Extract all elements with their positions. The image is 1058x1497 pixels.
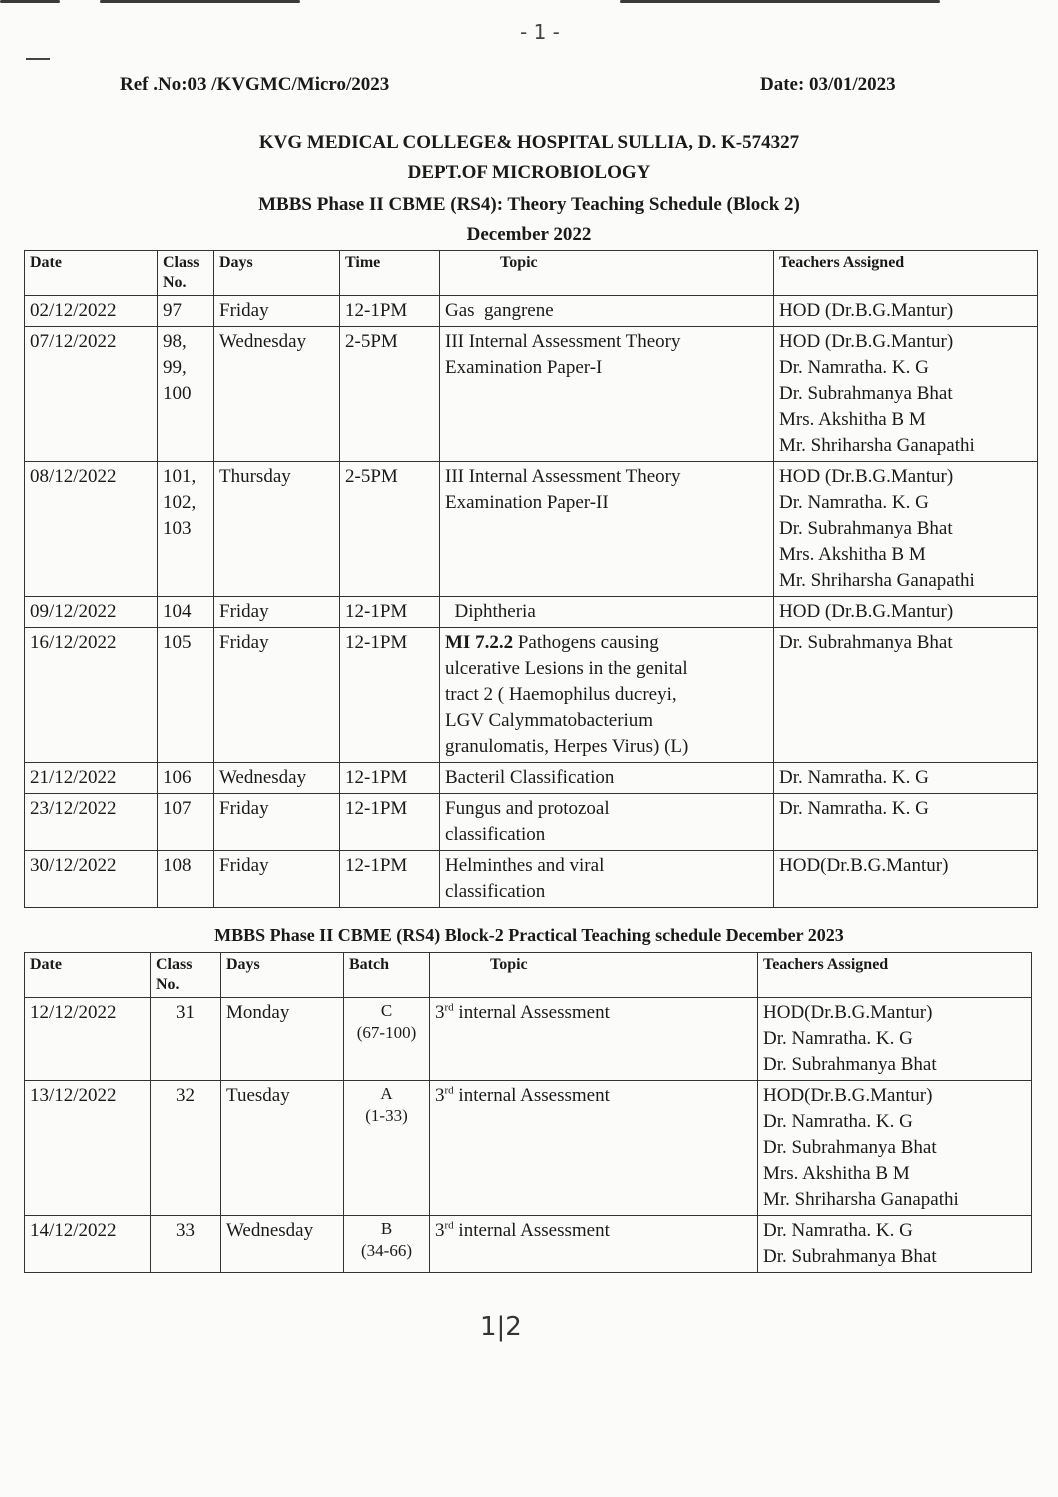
class-cell-line: 108	[163, 855, 192, 876]
date-cell: 13/12/2022	[25, 1081, 151, 1216]
class-cell	[158, 597, 214, 628]
teachers-cell-line: Mr. Shriharsha Ganapathi	[779, 570, 975, 591]
teachers-cell-line: HOD (Dr.B.G.Mantur)	[779, 300, 954, 321]
class-cell: 32	[151, 1081, 221, 1216]
topic-code: MI 7.2.2	[445, 632, 514, 653]
topic-line: Fungus and protozoal	[445, 798, 610, 819]
theory-schedule-table	[24, 250, 1038, 908]
teachers-cell-line: HOD (Dr.B.G.Mantur)	[779, 466, 954, 487]
topic-cell: 3rd internal Assessment	[430, 1081, 758, 1216]
class-cell-line: 102,	[163, 492, 197, 513]
day-cell: Wednesday	[221, 1216, 344, 1273]
date-cell: 09/12/2022	[25, 597, 158, 628]
topic-line: LGV Calymmatobacterium	[445, 710, 654, 731]
class-cell	[158, 851, 214, 908]
column-header: Teachers Assigned	[758, 953, 1032, 998]
college-name: KVG MEDICAL COLLEGE& HOSPITAL SULLIA, D. K-574327	[258, 132, 800, 153]
column-header-line: Class	[163, 254, 200, 271]
practical-schedule-table	[24, 952, 1032, 1273]
column-header: Date	[25, 953, 151, 998]
time-cell: 2-5PM	[340, 462, 440, 597]
batch-cell-line: B	[380, 1219, 393, 1238]
teachers-cell-line: Dr. Subrahmanya Bhat	[779, 518, 953, 539]
batch-cell-line: C	[380, 1001, 393, 1020]
topic-superscript: rd	[444, 1001, 454, 1014]
class-cell-line: 105	[163, 632, 192, 653]
class-cell	[158, 794, 214, 851]
document-date: Date: 03/01/2023	[760, 74, 896, 95]
teachers-cell-line: HOD (Dr.B.G.Mantur)	[779, 601, 954, 622]
date-cell: 21/12/2022	[25, 763, 158, 794]
table-row	[25, 794, 1038, 851]
date-cell: 07/12/2022	[25, 327, 158, 462]
topic-cell	[440, 597, 774, 628]
theory-title: MBBS Phase II CBME (RS4): Theory Teaching Schedule (Block 2)	[258, 194, 800, 215]
column-header-line: Class	[156, 956, 193, 973]
table-header-row	[25, 251, 1038, 296]
class-cell-line: 104	[163, 601, 192, 622]
topic-cell: 3rd internal Assessment	[430, 998, 758, 1081]
topic-line: Diphtheria	[445, 601, 536, 622]
table-row	[25, 462, 1038, 597]
time-cell: 12-1PM	[340, 794, 440, 851]
class-cell	[158, 327, 214, 462]
day-cell: Friday	[214, 851, 340, 908]
column-header: Topic	[440, 251, 774, 296]
date-cell: 02/12/2022	[25, 296, 158, 327]
table-row	[25, 327, 1038, 462]
column-header: Date	[25, 251, 158, 296]
table-row	[25, 851, 1038, 908]
topic-line: ulcerative Lesions in the genital	[445, 658, 688, 679]
teachers-cell-line: Mrs. Akshitha B M	[779, 544, 926, 565]
teachers-cell	[774, 851, 1038, 908]
day-cell: Monday	[221, 998, 344, 1081]
date-cell: 08/12/2022	[25, 462, 158, 597]
day-cell: Wednesday	[214, 327, 340, 462]
column-header: Topic	[430, 953, 758, 998]
teachers-cell-line: Dr. Namratha. K. G	[779, 357, 929, 378]
page-count-mark: 1|2	[480, 1312, 522, 1342]
teachers-cell-line: Mrs. Akshitha B M	[763, 1163, 910, 1184]
column-header	[151, 953, 221, 998]
batch-cell-line: (67-100)	[356, 1023, 417, 1042]
topic-cell	[440, 628, 774, 763]
batch-cell-line: (1-33)	[365, 1106, 408, 1125]
table-row	[25, 1081, 1032, 1216]
topic-cell	[440, 296, 774, 327]
teachers-cell-line: Dr. Namratha. K. G	[763, 1111, 913, 1132]
topic-line: Examination Paper-II	[445, 492, 609, 513]
time-cell: 12-1PM	[340, 628, 440, 763]
batch-cell	[344, 998, 430, 1081]
date-cell: 30/12/2022	[25, 851, 158, 908]
column-header-line: No.	[156, 976, 180, 993]
topic-line: tract 2 ( Haemophilus ducreyi,	[445, 684, 677, 705]
page-marker: - 1 -	[520, 20, 560, 44]
day-cell: Tuesday	[221, 1081, 344, 1216]
topic-line: Examination Paper-I	[445, 357, 603, 378]
teachers-cell	[758, 1216, 1032, 1273]
batch-cell	[344, 1081, 430, 1216]
topic-line: III Internal Assessment Theory	[445, 331, 681, 352]
scan-edge	[0, 0, 1058, 4]
department-name: DEPT.OF MICROBIOLOGY	[407, 162, 651, 183]
teachers-cell	[774, 327, 1038, 462]
teachers-cell	[774, 763, 1038, 794]
topic-cell: 3rd internal Assessment	[430, 1216, 758, 1273]
teachers-cell	[774, 462, 1038, 597]
date-cell: 12/12/2022	[25, 998, 151, 1081]
day-cell: Wednesday	[214, 763, 340, 794]
class-cell-line: 107	[163, 798, 192, 819]
topic-line: Bacteril Classification	[445, 767, 615, 788]
topic-cell	[440, 794, 774, 851]
teachers-cell	[774, 628, 1038, 763]
topic-superscript: rd	[444, 1084, 454, 1097]
theory-month: December 2022	[466, 224, 592, 245]
teachers-cell-line: Dr. Subrahmanya Bhat	[763, 1054, 937, 1075]
day-cell: Friday	[214, 794, 340, 851]
topic-superscript: rd	[444, 1219, 454, 1232]
column-header: Days	[214, 251, 340, 296]
table-row	[25, 1216, 1032, 1273]
time-cell: 12-1PM	[340, 851, 440, 908]
topic-line: granulomatis, Herpes Virus) (L)	[445, 736, 689, 757]
date-cell: 14/12/2022	[25, 1216, 151, 1273]
teachers-cell-line: Dr. Namratha. K. G	[763, 1028, 913, 1049]
teachers-cell-line: Dr. Subrahmanya Bhat	[763, 1246, 937, 1267]
teachers-cell-line: Dr. Namratha. K. G	[779, 767, 929, 788]
day-cell: Friday	[214, 296, 340, 327]
class-cell: 31	[151, 998, 221, 1081]
time-cell: 12-1PM	[340, 597, 440, 628]
topic-line: III Internal Assessment Theory	[445, 466, 681, 487]
class-cell	[158, 628, 214, 763]
date-cell: 23/12/2022	[25, 794, 158, 851]
teachers-cell-line: HOD(Dr.B.G.Mantur)	[763, 1002, 933, 1023]
batch-cell	[344, 1216, 430, 1273]
topic-cell	[440, 327, 774, 462]
batch-cell-line: (34-66)	[361, 1241, 412, 1260]
topic-cell	[440, 851, 774, 908]
class-cell-line: 100	[163, 383, 192, 404]
teachers-cell-line: Dr. Subrahmanya Bhat	[779, 632, 953, 653]
topic-line: MI 7.2.2 Pathogens causing	[445, 632, 659, 653]
teachers-cell-line: Mr. Shriharsha Ganapathi	[779, 435, 975, 456]
column-header-line: No.	[163, 274, 187, 291]
teachers-cell-line: Dr. Namratha. K. G	[763, 1220, 913, 1241]
column-header: Batch	[344, 953, 430, 998]
teachers-cell	[758, 998, 1032, 1081]
teachers-cell-line: Dr. Namratha. K. G	[779, 492, 929, 513]
teachers-cell-line: Mrs. Akshitha B M	[779, 409, 926, 430]
time-cell: 12-1PM	[340, 296, 440, 327]
topic-line: classification	[445, 881, 546, 902]
teachers-cell	[774, 597, 1038, 628]
topic-cell	[440, 763, 774, 794]
time-cell: 2-5PM	[340, 327, 440, 462]
column-header: Teachers Assigned	[774, 251, 1038, 296]
class-cell-line: 97	[163, 300, 182, 321]
column-header: Time	[340, 251, 440, 296]
reference-number: Ref .No:03 /KVGMC/Micro/2023	[120, 74, 390, 95]
teachers-cell-line: HOD(Dr.B.G.Mantur)	[763, 1085, 933, 1106]
day-cell: Friday	[214, 628, 340, 763]
day-cell: Friday	[214, 597, 340, 628]
table-row	[25, 597, 1038, 628]
practical-title: MBBS Phase II CBME (RS4) Block-2 Practical Teaching schedule December 2023	[214, 925, 844, 945]
class-cell-line: 98,	[163, 331, 187, 352]
teachers-cell	[774, 296, 1038, 327]
teachers-cell-line: HOD (Dr.B.G.Mantur)	[779, 331, 954, 352]
topic-cell	[440, 462, 774, 597]
time-cell: 12-1PM	[340, 763, 440, 794]
class-cell	[158, 763, 214, 794]
class-cell-line: 106	[163, 767, 192, 788]
class-cell-line: 103	[163, 518, 192, 539]
topic-line: Helminthes and viral	[445, 855, 605, 876]
teachers-cell-line: HOD(Dr.B.G.Mantur)	[779, 855, 949, 876]
table-row	[25, 628, 1038, 763]
teachers-cell	[758, 1081, 1032, 1216]
batch-cell-line: A	[380, 1084, 393, 1103]
column-header	[158, 251, 214, 296]
teachers-cell-line: Dr. Subrahmanya Bhat	[763, 1137, 937, 1158]
class-cell: 33	[151, 1216, 221, 1273]
table-header-row	[25, 953, 1032, 998]
table-row	[25, 998, 1032, 1081]
topic-line: Gas gangrene	[445, 300, 554, 321]
teachers-cell-line: Dr. Subrahmanya Bhat	[779, 383, 953, 404]
teachers-cell-line: Mr. Shriharsha Ganapathi	[763, 1189, 959, 1210]
date-cell: 16/12/2022	[25, 628, 158, 763]
class-cell-line: 99,	[163, 357, 187, 378]
class-cell	[158, 462, 214, 597]
column-header: Days	[221, 953, 344, 998]
table-row	[25, 296, 1038, 327]
scan-mark	[26, 58, 50, 60]
class-cell-line: 101,	[163, 466, 197, 487]
topic-line: classification	[445, 824, 546, 845]
class-cell	[158, 296, 214, 327]
table-row	[25, 763, 1038, 794]
teachers-cell-line: Dr. Namratha. K. G	[779, 798, 929, 819]
teachers-cell	[774, 794, 1038, 851]
day-cell: Thursday	[214, 462, 340, 597]
